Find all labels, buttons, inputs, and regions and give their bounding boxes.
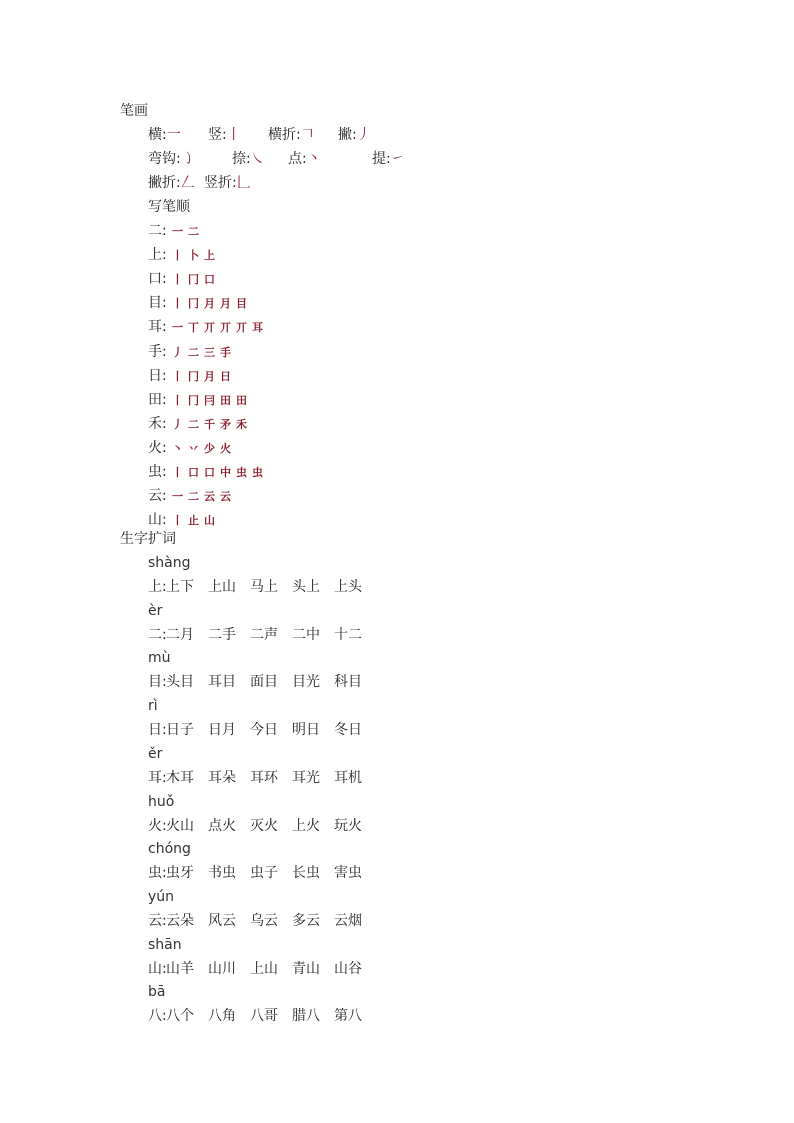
stroke-glyph: 𠃋 [180,175,195,191]
order-steps [172,246,220,265]
stroke-order-row [148,270,215,288]
order-step: 冂 [188,369,199,383]
word-item: 二手 [208,626,236,643]
order-step: 止 [188,514,199,528]
order-step: 冂 [188,393,199,407]
colon: : [162,579,167,595]
order-step: 火 [220,441,231,455]
pinyin-label: èr [148,602,163,619]
order-step: 冂 [188,273,199,287]
order-char: 田 [148,391,162,408]
order-step: 丨 [172,297,183,311]
order-char: 云 [148,488,162,505]
stroke-glyph: 𠃍 [300,127,315,143]
word-char: 二 [148,626,162,643]
word-item: 木耳 [166,769,194,786]
colon: : [162,271,167,288]
stroke-glyph: ㇀ [390,151,405,167]
order-steps [172,511,220,530]
order-steps [172,222,204,241]
order-step: 丨 [172,249,183,263]
word-item: 明日 [292,722,320,739]
word-char: 虫 [148,865,162,882]
order-step: 耳 [252,321,263,335]
pinyin-label: shān [148,936,182,953]
word-item: 日子 [166,722,194,739]
stroke-name: 横折 [268,127,296,143]
pinyin-label: ěr [148,745,163,762]
word-item: 青山 [292,960,320,977]
stroke-entry: 点:丶 [288,151,321,167]
stroke-order-row [148,246,215,264]
order-step: 中 [220,466,231,479]
colon: : [162,769,167,786]
order-step: 少 [204,441,215,455]
order-step: 丨 [172,369,183,383]
word-item: 上火 [292,817,320,834]
order-step: 丅 [188,321,199,335]
pinyin-label: rì [148,698,158,715]
stroke-glyph: 一 [166,127,181,143]
order-step: 二 [188,225,199,238]
order-char: 日 [148,367,162,384]
order-step: 卜 [188,249,199,263]
colon: : [162,722,167,739]
stroke-order-row [148,222,199,240]
order-char: 手 [148,343,162,360]
word-item: 云烟 [334,912,362,929]
colon: : [162,488,167,505]
order-char: 目 [148,295,162,312]
order-step: 口 [204,273,215,287]
word-item: 八哥 [250,1008,278,1025]
stroke-name: 竖 [208,127,222,143]
colon: : [162,319,167,336]
order-step: 丨 [172,514,183,528]
order-steps [172,318,268,337]
stroke-name: 点 [288,151,302,167]
stroke-name: 竖折 [204,175,232,191]
colon: : [162,415,167,432]
stroke-glyph: ㇏ [250,151,265,167]
word-item: 马上 [250,579,278,595]
order-step: 千 [204,417,215,431]
word-item: 八角 [208,1008,236,1025]
word-item: 冬日 [334,722,362,739]
stroke-entry: 横折:𠃍 [268,127,315,143]
word-item: 长虫 [292,865,320,882]
stroke-order-row [148,318,263,336]
word-char: 云 [148,912,162,929]
stroke-name: 撇折 [148,175,176,191]
word-item: 头上 [292,579,320,595]
stroke-glyph: ㇁ [180,151,195,167]
word-item: 二中 [292,626,320,643]
word-item: 耳机 [334,769,362,786]
colon: : [162,343,167,360]
order-char: 山 [148,512,162,529]
word-item: 火山 [166,817,194,834]
order-step: 丶 [172,441,183,455]
word-item: 虫牙 [166,865,194,882]
word-char: 日 [148,722,162,739]
word-char: 耳 [148,769,162,786]
word-item: 上头 [334,579,362,595]
colon: : [162,512,167,529]
word-item: 云朵 [166,912,194,929]
order-char: 上 [148,247,162,264]
colon: : [162,626,167,643]
order-char: 耳 [148,319,162,336]
stroke-entry: 捺:㇏ [232,151,265,167]
pinyin-label: huǒ [148,793,175,810]
word-char: 八 [148,1008,162,1025]
colon: : [162,247,167,264]
word-item: 今日 [250,722,278,739]
order-steps [172,270,220,289]
strokes-heading: 笔画 [120,103,148,119]
order-steps [172,487,236,506]
colon: : [162,464,167,480]
order-heading: 写笔顺 [148,199,190,215]
pinyin-label: mù [148,650,171,667]
order-step: 冃 [204,393,215,407]
word-item: 山川 [208,960,236,977]
word-item: 八个 [166,1008,194,1025]
order-steps [172,391,252,410]
order-step: 丨 [172,466,183,479]
order-step: 三 [204,345,215,359]
order-step: 月 [204,297,215,311]
order-step: 丨 [172,393,183,407]
order-steps [172,294,252,313]
word-item: 耳目 [208,674,236,691]
pinyin-label: bā [148,984,166,1001]
pinyin-label: shàng [148,555,191,571]
order-step: 口 [204,466,215,479]
word-item: 点火 [208,817,236,834]
order-steps [172,343,236,362]
word-item: 日月 [208,722,236,739]
order-step: 丿 [172,417,183,431]
word-item: 面目 [250,674,278,691]
order-step: 二 [188,490,199,504]
order-step: 山 [204,514,215,528]
order-step: 丌 [204,321,215,335]
stroke-entry: 提:㇀ [372,151,405,167]
colon: : [162,367,167,384]
stroke-order-row [148,511,215,529]
order-step: 月 [204,369,215,383]
order-step: 丨 [172,273,183,287]
order-step: 虫 [236,466,247,479]
stroke-order-row [148,367,231,385]
order-steps [172,439,236,458]
order-char: 火 [148,439,162,456]
order-step: 丷 [188,441,199,455]
order-step: 丌 [220,321,231,335]
word-item: 书虫 [208,865,236,882]
word-item: 目光 [292,674,320,691]
word-item: 上下 [166,579,194,595]
stroke-order-row [148,487,231,505]
stroke-order-row [148,294,247,312]
order-char: 禾 [148,415,162,432]
stroke-name: 撇 [338,127,352,143]
word-item: 耳朵 [208,769,236,786]
word-item: 腊八 [292,1008,320,1025]
word-item: 风云 [208,912,236,929]
colon: : [162,960,167,977]
colon: : [162,912,167,929]
colon: : [162,865,167,882]
colon: : [162,391,167,408]
word-item: 玩火 [334,817,362,834]
stroke-order-row [148,439,231,457]
stroke-entry: 竖折:𠃊 [204,175,251,191]
stroke-glyph: 丿 [356,127,371,143]
stroke-name: 捺 [232,151,246,167]
colon: : [162,223,167,239]
word-item: 虫子 [250,865,278,882]
word-item: 山羊 [166,960,194,977]
order-step: 一 [172,490,183,504]
order-char: 口 [148,271,162,288]
order-step: 矛 [220,417,231,431]
word-item: 上山 [208,579,236,595]
stroke-entry: 撇:丿 [338,127,371,143]
colon: : [162,1008,167,1025]
order-step: 目 [236,297,247,311]
word-char: 山 [148,960,162,977]
pinyin-label: yún [148,888,175,905]
order-step: 云 [204,490,215,504]
word-item: 多云 [292,912,320,929]
stroke-name: 提 [372,151,386,167]
order-char: 虫 [148,464,162,480]
order-step: 口 [188,466,199,479]
order-step: 云 [220,490,231,504]
word-item: 害虫 [334,865,362,882]
word-item: 十二 [334,626,362,643]
order-step: 丌 [236,321,247,335]
order-steps [172,463,268,482]
order-step: 二 [188,345,199,359]
stroke-entry: 竖:丨 [208,127,241,143]
word-item: 二月 [166,626,194,643]
stroke-order-row [148,463,263,481]
word-char: 火 [148,817,162,834]
order-step: 上 [204,249,215,263]
stroke-name: 弯钩 [148,151,176,167]
order-step: 田 [220,393,231,407]
colon: : [162,674,167,691]
word-item: 耳光 [292,769,320,786]
word-item: 耳环 [250,769,278,786]
order-step: 二 [188,417,199,431]
order-char: 二 [148,223,162,239]
order-step: 田 [236,393,247,407]
words-heading: 生字扩词 [120,531,176,547]
order-step: 一 [172,225,183,238]
word-item: 上山 [250,960,278,977]
stroke-order-row [148,391,247,409]
stroke-order-row [148,415,247,433]
word-item: 山谷 [334,960,362,977]
order-step: 手 [220,345,231,359]
word-item: 二声 [250,626,278,643]
colon: : [162,439,167,456]
order-step: 丿 [172,345,183,359]
order-steps [172,367,236,386]
order-step: 冂 [188,297,199,311]
stroke-name: 横 [148,127,162,143]
stroke-order-row [148,343,231,361]
colon: : [162,817,167,834]
stroke-entry: 撇折:𠃋 [148,175,195,191]
order-step: 月 [220,297,231,311]
stroke-glyph: 𠃊 [236,175,251,191]
pinyin-label: chóng [148,841,191,858]
word-item: 科目 [334,674,362,691]
order-step: 虫 [252,466,263,479]
word-char: 上 [148,579,162,595]
word-item: 灭火 [250,817,278,834]
stroke-entry: 横:一 [148,127,181,143]
word-char: 目 [148,674,162,691]
order-steps [172,415,252,434]
word-item: 第八 [334,1008,362,1025]
order-step: 一 [172,321,183,335]
colon: : [162,295,167,312]
order-step: 禾 [236,417,247,431]
order-step: 日 [220,369,231,383]
stroke-glyph: 丶 [306,151,321,167]
word-item: 乌云 [250,912,278,929]
word-item: 头目 [166,674,194,691]
stroke-glyph: 丨 [226,127,241,143]
stroke-entry: 弯钩:㇁ [148,151,195,167]
